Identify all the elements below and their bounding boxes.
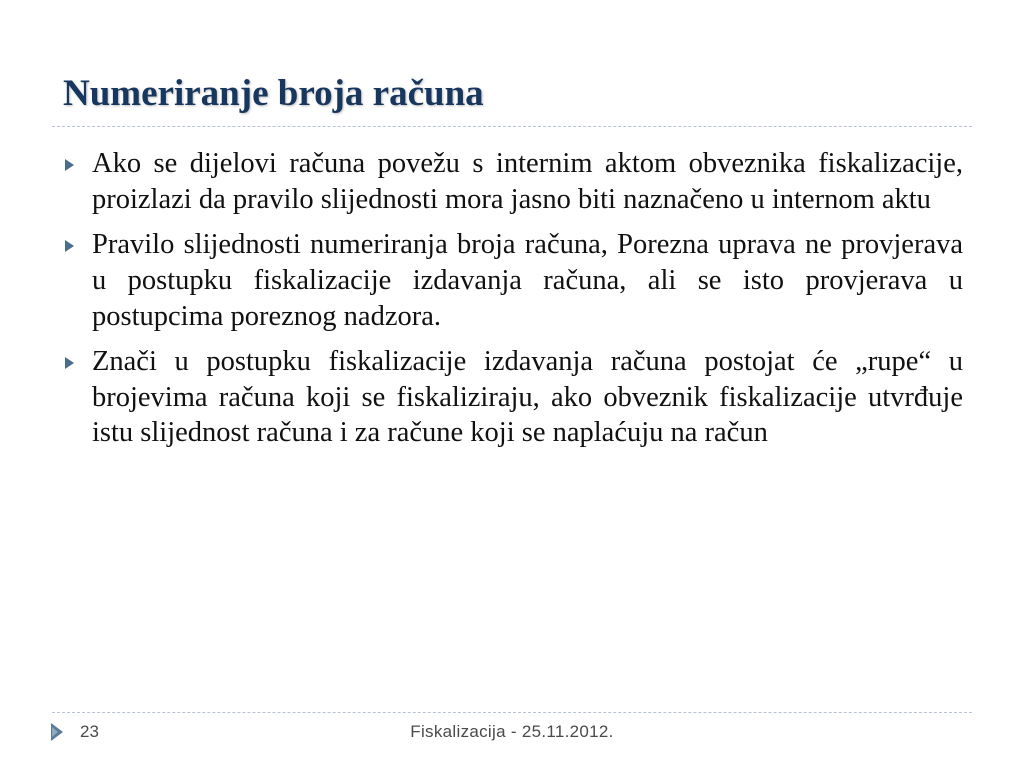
footer-divider bbox=[52, 712, 972, 713]
bullet-item-1 bbox=[62, 146, 963, 217]
footer-text: Fiskalizacija - 25.11.2012. bbox=[410, 722, 614, 741]
title-divider bbox=[52, 126, 972, 127]
bullet-item-3 bbox=[62, 344, 963, 451]
slide-title: Numeriranje broja računa bbox=[63, 73, 484, 114]
bullet-arrow-icon bbox=[65, 159, 74, 171]
bullet-arrow-icon bbox=[65, 357, 74, 369]
bullet-text: Znači u postupku fiskalizacije izdavanja računa postojat će „rupe“ u brojevima računa koji se fiskaliziraju, ako obveznik fiskalizacije utvrđuje istu slijednost računa i za račune koji se naplaćuju na račun bbox=[92, 346, 963, 449]
bullet-list bbox=[62, 146, 963, 461]
bullet-item-2 bbox=[62, 227, 963, 334]
bullet-arrow-icon bbox=[65, 240, 74, 252]
bullet-text: Pravilo slijednosti numeriranja broja računa, Porezna uprava ne provjerava u postupku fiskalizacije izdavanja računa, ali se isto provjerava u postupcima poreznog nadzora. bbox=[92, 229, 963, 332]
slide-number: 23 bbox=[80, 722, 99, 741]
bullet-text: Ako se dijelovi računa povežu s internim aktom obveznika fiskalizacije, proizlazi da pravilo slijednosti mora jasno biti naznačeno u internom aktu bbox=[92, 148, 963, 215]
